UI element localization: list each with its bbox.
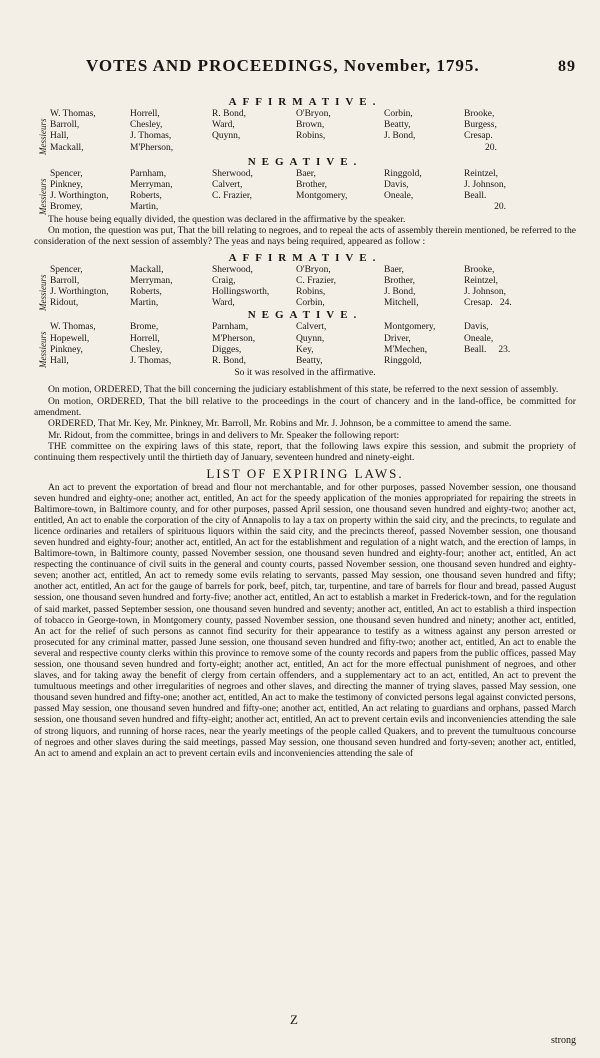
resolution-result: So it was resolved in the affirmative. — [234, 367, 376, 379]
name: Beatty, — [296, 355, 323, 366]
vote2-negative-heading: NEGATIVE. — [247, 309, 363, 322]
expiring-laws-body: An act to prevent the exportation of bread and flour not merchantable, and for other purposes, passed November session, one thousand seven hundred and eighty-one; another act, entitled, An act for the speedy application of the monies appropriated for repairing the streets in Baltimore-town, in Baltimore county, and for other purposes, passed April session, one thousand seven hundred and eighty-two; another act, entitled, An act to enable the corporation of the city of Annapolis to lay a tax on property within the said city, and the precincts, to regulate and licence ordinaries and retailers of spirituous liquors within the said city, and the precincts thereof, passed November session, one thousand seven hundred and eighty-four; another act, entitled, An act for the establishment and regulation of a night watch, and the erection of lamps, in Baltimore-town, in Baltimore county, passed November session, one thousand seven hundred and eighty-four; another act, entitled, An act respecting the continuance of civil suits in the general and county courts, passed November session, one thousand seven hundred and eighty-seven; another act, entitled, An act to remedy some evils relating to servants, passed May session, one thousand seven hundred and fifty; another act, entitled, An act for the gauge of barrels for pork, beef, pitch, tar, turpentine, and tare of barrels for flour and bread, passed August session, one thousand seven hundred and forty-five; another act, entitled, An act to establish a market in Frederick-town, and for the regulation of said market, passed September session, one thousand seven hundred and seventy; another act, entitled, An act to establish a third inspection of tobacco in George-town, in Montgomery county, passed November session, one thousand seven hundred and ninety; another act, entitled, An act for the relief of such persons as cannot find security for their appearance to testify as a witness against any person arrested or prosecuted for any criminal matter, passed June session, one thousand seven hundred and fifty-two; another act, entitled, An act to enable the several and respective county clerks within this province to remove some of the county records and papers from the public offices, passed May session, one thousand seven hundred and forty-eight; another act, entitled, An act for the more effectual punishment of negroes, and other slaves, and for taking away the benefit of clergy from certain offenders, and a supplementary act to an act, entitled, An act to prevent the tumultuous meetings and other irregularities of negroes and other slaves, and directing the manner of trying slaves, passed May session, one thousand seven hundred and fifty-one; another act, entitled, An act to make the testimony of convicted persons legal against convicted persons, passed May session, one thousand seven hundred and fifty-one; another act, entitled, An act relating to guardians and orphans, passed March session, one thousand seven hundred and fifty-eight; another act, entitled, An act to prevent certain evils and inconveniencies attending the sale of strong liquors, and running of horse races, near the yearly meetings of the people called Quakers, and to prevent the tumultuous concourse of negroes and other slaves during the said meetings, passed May session, one thousand seven hundred and forty-seven; another act, entitled, An act to amend and explain an act to prevent certain evils and inconveniencies attending the sale of — [34, 482, 576, 759]
name: J. Bond, — [384, 286, 416, 297]
name: Spencer, — [50, 264, 83, 275]
name: Driver, — [384, 333, 411, 344]
name: Bromey, — [50, 202, 83, 213]
name: O'Bryon, — [296, 109, 331, 119]
name: Pinkney, — [50, 180, 83, 191]
name: J. Thomas, — [130, 355, 172, 366]
name: Robins, — [296, 286, 326, 297]
vote1-affirmative-names — [50, 109, 503, 154]
vote2-negative-names — [50, 322, 516, 367]
name: C. Frazier, — [212, 191, 252, 202]
name: Baer, — [296, 168, 316, 179]
name-row — [50, 276, 518, 287]
page-number: 89 — [558, 58, 576, 75]
name: Pinkney, — [50, 344, 83, 355]
name-row — [50, 322, 516, 333]
name: Sherwood, — [212, 264, 253, 275]
name-text: Cresap. — [464, 298, 493, 309]
name: Roberts, — [130, 191, 162, 202]
name: Reintzel, — [464, 275, 499, 286]
page-header — [86, 56, 576, 76]
name: Beall. — [464, 191, 487, 202]
name: Chesley, — [130, 344, 163, 355]
name-row — [50, 287, 518, 298]
name-row — [50, 356, 516, 367]
name-row — [50, 265, 518, 276]
name: W. Thomas, — [50, 322, 96, 333]
name: Spencer, — [50, 168, 83, 179]
name: R. Bond, — [212, 109, 247, 119]
paragraph: On motion, ORDERED, That the bill concerning the judiciary establishment of this state, be referred to the next session of assembly. — [48, 384, 559, 396]
name: Hall, — [50, 131, 69, 142]
paragraph: On motion, ORDERED, That the bill relative to the proceedings in the court of chancery and in the land-office, be committed for amendment. — [34, 395, 576, 419]
name: Craig, — [212, 275, 236, 286]
name: Corbin, — [384, 109, 413, 119]
name — [464, 345, 516, 356]
vote1-negative-heading: NEGATIVE. — [247, 155, 363, 168]
name: Barroll, — [50, 120, 80, 131]
name: Chesley, — [130, 120, 163, 131]
name: Davis, — [384, 180, 409, 191]
name: Ringgold, — [384, 168, 422, 179]
name: J. Worthington, — [50, 286, 109, 297]
name: M'Pherson, — [212, 333, 256, 344]
vote1-aff-label: Messieurs — [38, 118, 48, 155]
name: Parnham, — [130, 168, 167, 179]
name: Brother, — [384, 275, 416, 286]
name: Quynn, — [296, 333, 325, 344]
vote1-neg-count: 20. — [494, 202, 506, 213]
name: Baer, — [384, 264, 404, 275]
name-text: Beall. — [464, 344, 487, 355]
name-row — [50, 131, 503, 142]
name: Parnham, — [212, 322, 249, 333]
name: Oneale, — [384, 191, 414, 202]
name-row — [50, 143, 503, 154]
name: Brome, — [130, 322, 159, 333]
name-row — [50, 120, 503, 131]
expiring-laws-title: LIST OF EXPIRING LAWS. — [206, 465, 404, 481]
vote1-affirmative-block — [34, 109, 576, 154]
name: Brown, — [296, 120, 325, 131]
name: Hopewell, — [50, 333, 90, 344]
name: Hollingsworth, — [212, 286, 270, 297]
name-row — [50, 109, 503, 120]
name: J. Johnson, — [464, 180, 506, 191]
running-title: VOTES AND PROCEEDINGS, November, 1795. — [86, 56, 480, 75]
name: J. Bond, — [384, 131, 416, 142]
name-row — [50, 180, 512, 191]
name-row — [50, 169, 512, 180]
paragraph: The house being equally divided, the question was declared in the affirmative by the speaker. — [48, 213, 406, 225]
vote2-negative-block — [34, 322, 576, 367]
paragraph: On motion, the question was put, That the bill relating to negroes, and to repeal the acts of assembly therein mentioned, be referred to the consideration of the next session of assembly? The yeas and nays being required, appeared as follow : — [34, 224, 576, 248]
name: Mitchell, — [384, 298, 419, 309]
name: Merryman, — [130, 275, 173, 286]
name-row — [50, 298, 518, 309]
vote2-aff-label: Messieurs — [38, 274, 48, 311]
name-row — [50, 345, 516, 356]
signature-mark: Z — [290, 1012, 298, 1027]
name — [464, 298, 518, 309]
name: Ward, — [212, 120, 235, 131]
name: Martin, — [130, 202, 159, 213]
vote2-affirmative-block — [34, 265, 576, 310]
name: M'Mechen, — [384, 344, 428, 355]
name: J. Thomas, — [130, 131, 172, 142]
name: Cresap. — [464, 131, 493, 142]
name: J. Worthington, — [50, 191, 109, 202]
name: Beatty, — [384, 120, 411, 131]
name: Brooke, — [464, 109, 495, 119]
name: Corbin, — [296, 298, 325, 309]
name: M'Pherson, — [130, 142, 174, 153]
vote2-affirmative-names — [50, 265, 518, 310]
name: Digges, — [212, 344, 242, 355]
name: Robins, — [296, 131, 326, 142]
paragraph: ORDERED, That Mr. Key, Mr. Pinkney, Mr. Barroll, Mr. Robins and Mr. J. Johnson, be a committee to amend the same. — [48, 418, 512, 430]
name: Barroll, — [50, 275, 80, 286]
name: Calvert, — [212, 180, 243, 191]
name: O'Bryon, — [296, 264, 331, 275]
name: Key, — [296, 344, 314, 355]
paragraph: THE committee on the expiring laws of this state, report, that the following laws expire this session, and submit the propriety of continuing them respectively until the thirtieth day of January, seventeen hundred and ninety-eight. — [34, 440, 576, 464]
vote1-negative-block — [34, 169, 576, 214]
name-row — [50, 191, 512, 202]
name: Mackall, — [130, 264, 164, 275]
name: Ringgold, — [384, 355, 422, 366]
paragraph: Mr. Ridout, from the committee, brings in and delivers to Mr. Speaker the following report: — [48, 429, 400, 441]
name: Burgess, — [464, 120, 497, 131]
name: Montgomery, — [384, 322, 436, 333]
name: Mackall, — [50, 142, 84, 153]
name: Ward, — [212, 298, 235, 309]
name: Calvert, — [296, 322, 327, 333]
name: Merryman, — [130, 180, 173, 191]
name: Roberts, — [130, 286, 162, 297]
catchword: strong — [551, 1035, 576, 1046]
name-row — [50, 334, 516, 345]
name: Davis, — [464, 322, 489, 333]
vote2-neg-label: Messieurs — [38, 331, 48, 369]
name: Hall, — [50, 355, 69, 366]
vote2-aff-count: 24. — [499, 298, 512, 309]
vote1-neg-label: Messieurs — [38, 178, 48, 215]
name: Montgomery, — [296, 191, 348, 202]
vote2-affirmative-heading: AFFIRMATIVE. — [228, 251, 382, 264]
name: Martin, — [130, 298, 159, 309]
name: Brother, — [296, 180, 328, 191]
vote1-affirmative-heading: AFFIRMATIVE. — [228, 96, 382, 108]
vote2-neg-count: 23. — [498, 344, 511, 355]
name: Brooke, — [464, 264, 495, 275]
name: C. Frazier, — [296, 275, 336, 286]
name: Quynn, — [212, 131, 241, 142]
name: Horrell, — [130, 333, 160, 344]
name: Ridout, — [50, 298, 79, 309]
name: Oneale, — [464, 333, 494, 344]
vote1-negative-names — [50, 169, 512, 214]
vote1-aff-count: 20. — [484, 142, 497, 153]
name: R. Bond, — [212, 355, 247, 366]
name: Reintzel, — [464, 168, 499, 179]
name: Horrell, — [130, 109, 160, 119]
name: Sherwood, — [212, 168, 253, 179]
name: J. Johnson, — [464, 286, 506, 297]
name-row — [50, 202, 512, 213]
name: W. Thomas, — [50, 109, 96, 119]
